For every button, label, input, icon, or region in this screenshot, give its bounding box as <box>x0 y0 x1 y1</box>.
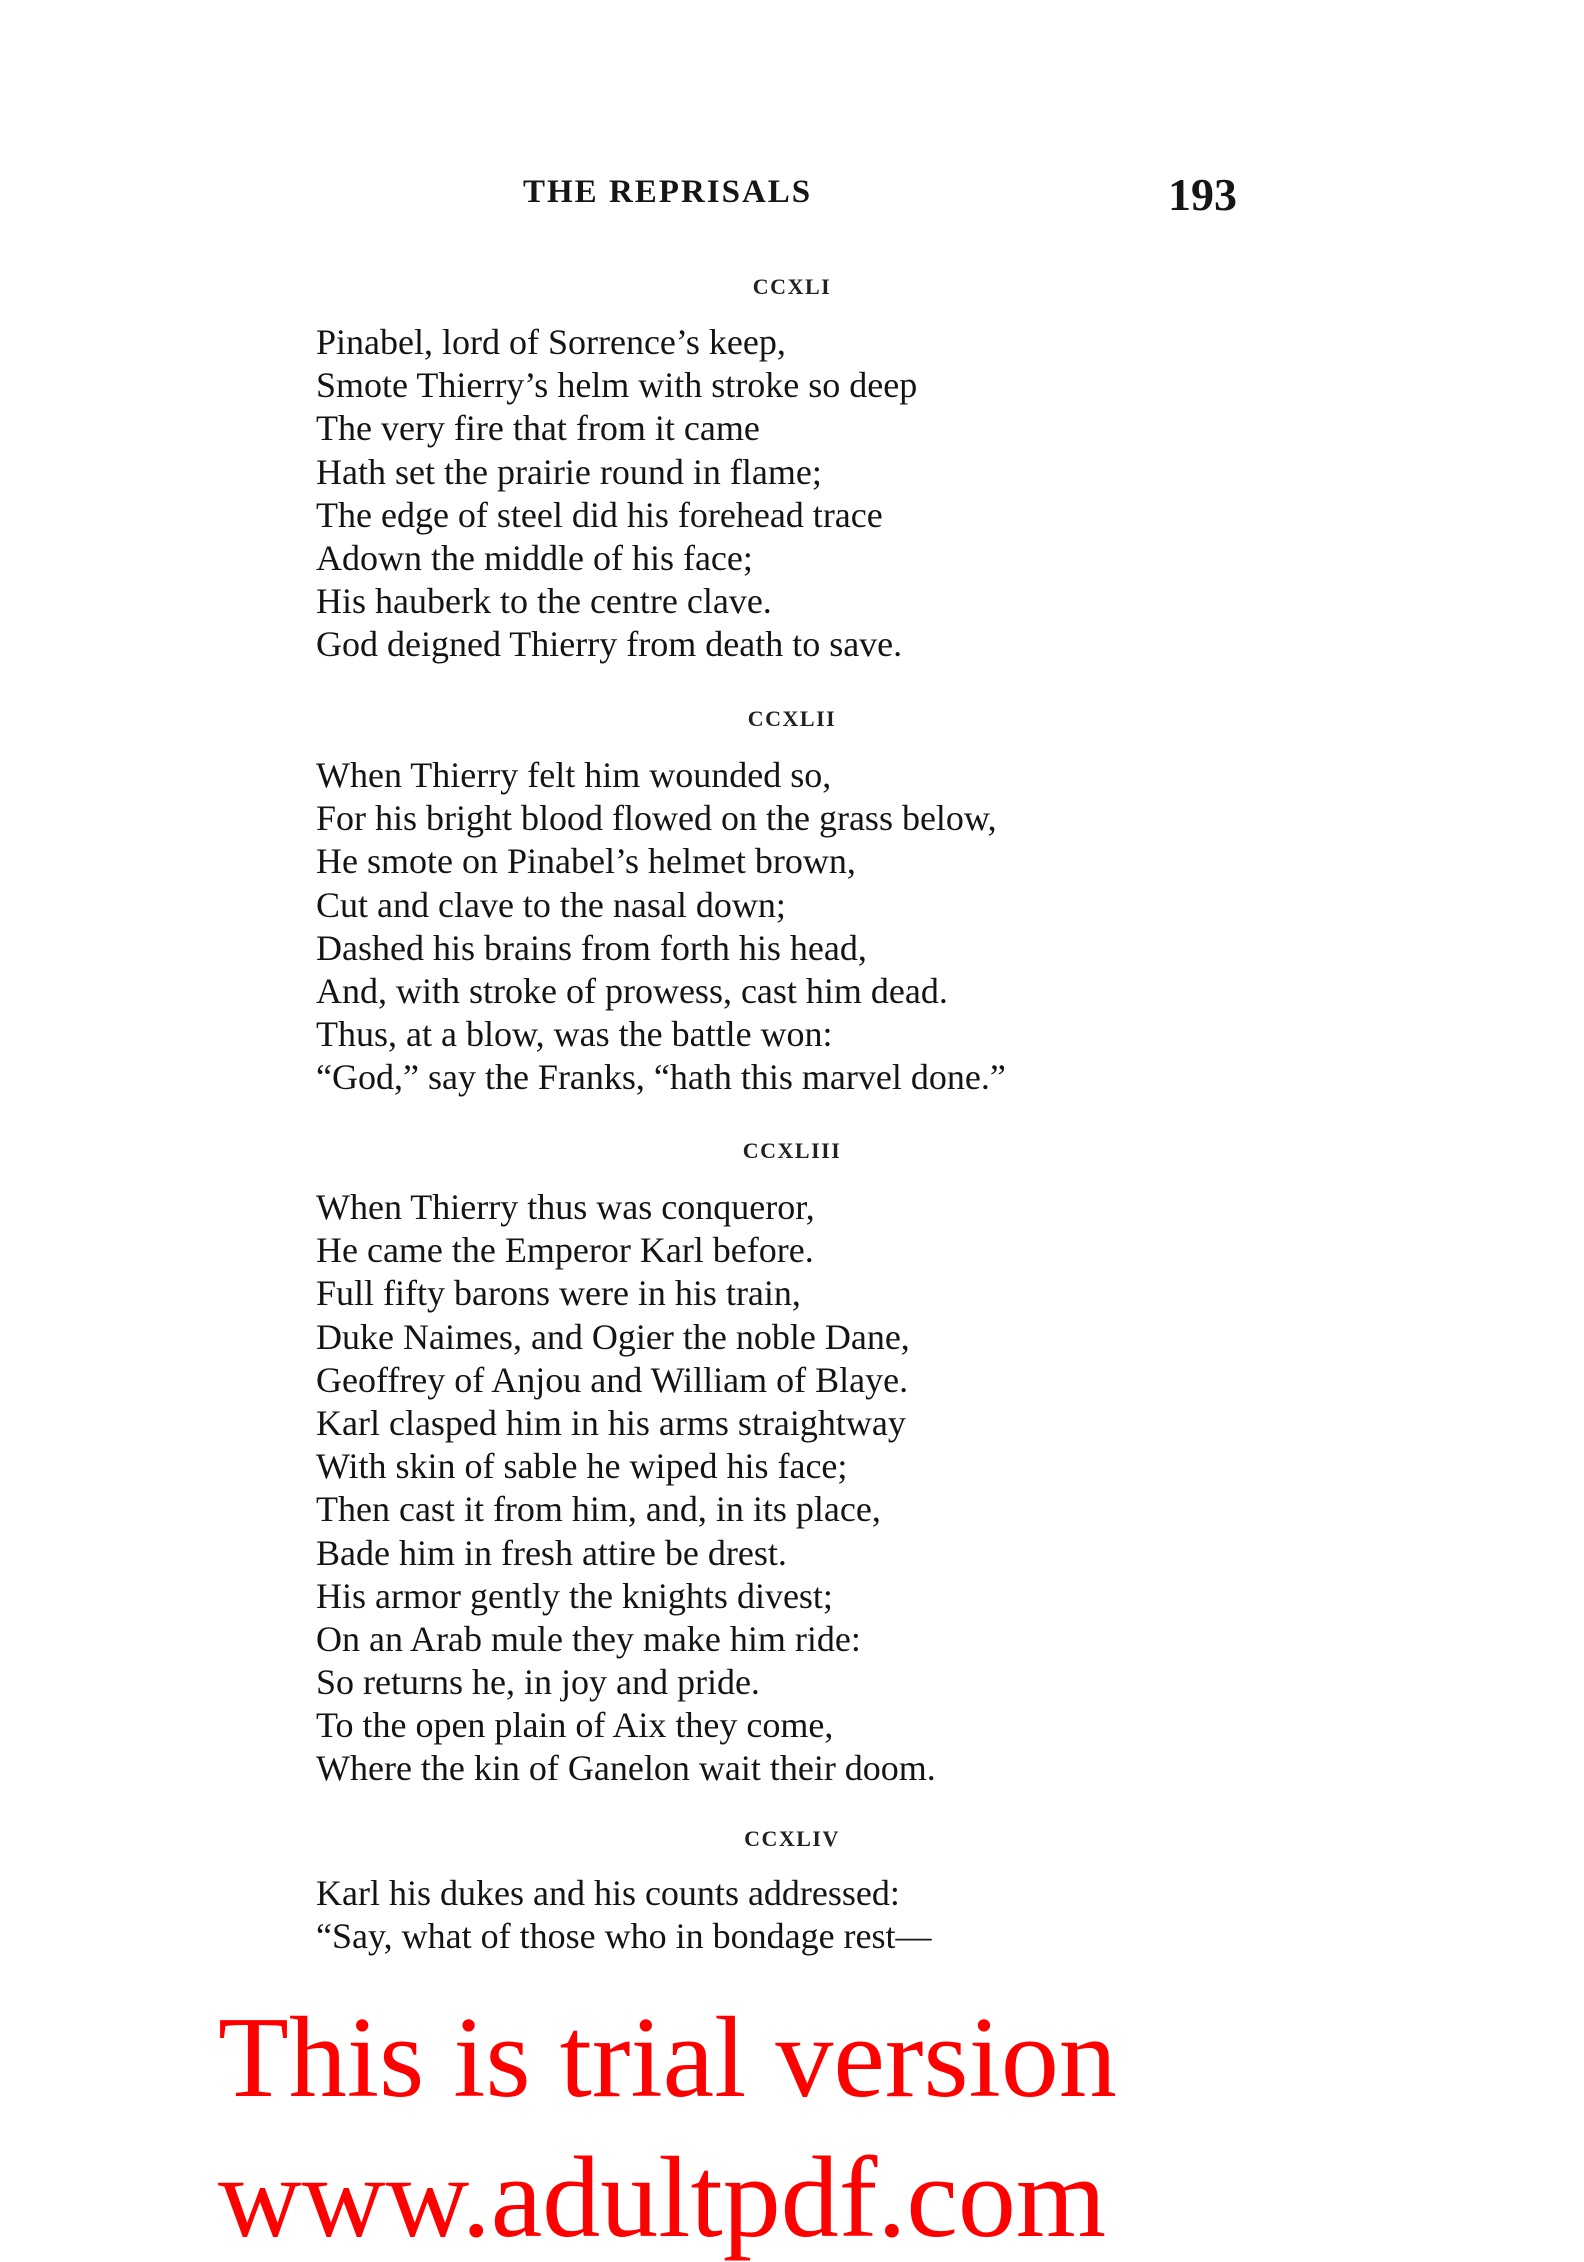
watermark-line-1: This is trial version <box>218 1994 1117 2122</box>
verse-line: “God,” say the Franks, “hath this marvel done.” <box>316 1057 1006 1098</box>
verse-line: Cut and clave to the nasal down; <box>316 884 786 925</box>
stanza-number: CCXLII <box>747 706 837 731</box>
verse-line: Full fifty barons were in his train, <box>316 1273 801 1314</box>
verse-line: The edge of steel did his forehead trace <box>316 494 883 535</box>
verse-line: His hauberk to the centre clave. <box>316 581 772 622</box>
verse-line: Then cast it from him, and, in its place, <box>316 1489 881 1530</box>
verse-line: And, with stroke of prowess, cast him dead. <box>316 970 948 1011</box>
verse-line: His armor gently the knights divest; <box>316 1575 833 1616</box>
verse-line: Karl his dukes and his counts addressed: <box>316 1873 900 1913</box>
verse-line: On an Arab mule they make him ride: <box>316 1618 861 1659</box>
verse-line: Adown the middle of his face; <box>316 537 753 578</box>
stanza-number: CCXLIV <box>744 1826 840 1851</box>
verse-line: Karl clasped him in his arms straightway <box>316 1402 906 1443</box>
verse-line: So returns he, in joy and pride. <box>316 1662 760 1703</box>
verse-line: The very fire that from it came <box>316 408 760 449</box>
verse-line: He came the Emperor Karl before. <box>316 1230 814 1271</box>
verse-line: To the open plain of Aix they come, <box>316 1705 834 1746</box>
verse-line: With skin of sable he wiped his face; <box>316 1446 848 1487</box>
verse-line: When Thierry felt him wounded so, <box>316 755 832 795</box>
verse-line: He smote on Pinabel’s helmet brown, <box>316 841 856 882</box>
verse-line: “Say, what of those who in bondage rest— <box>316 1916 932 1957</box>
stanza <box>316 321 917 667</box>
verse-line: For his bright blood flowed on the grass below, <box>316 798 997 839</box>
verse-line: Bade him in fresh attire be drest. <box>316 1532 787 1573</box>
stanza <box>316 1872 932 1958</box>
stanza-number: CCXLI <box>752 274 832 299</box>
stanza <box>316 754 1006 1100</box>
verse-line: Pinabel, lord of Sorrence’s keep, <box>316 322 786 362</box>
verse-line: Geoffrey of Anjou and William of Blaye. <box>316 1359 909 1400</box>
verse-line: Thus, at a blow, was the battle won: <box>316 1014 833 1055</box>
verse-line: Where the kin of Ganelon wait their doom. <box>316 1748 936 1789</box>
verse-line: Dashed his brains from forth his head, <box>316 927 867 968</box>
verse-line: God deigned Thierry from death to save. <box>316 624 903 665</box>
stanza-number: CCXLIII <box>742 1138 842 1163</box>
verse-line: Hath set the prairie round in flame; <box>316 451 822 492</box>
verse-line: Duke Naimes, and Ogier the noble Dane, <box>316 1316 910 1357</box>
running-head: THE REPRISALS <box>523 174 813 210</box>
watermark-line-2: www.adultpdf.com <box>218 2134 1107 2262</box>
verse-line: When Thierry thus was conqueror, <box>316 1187 815 1227</box>
verse-line: Smote Thierry’s helm with stroke so deep <box>316 365 918 406</box>
page-number: 193 <box>1168 169 1237 220</box>
stanza <box>316 1186 936 1791</box>
